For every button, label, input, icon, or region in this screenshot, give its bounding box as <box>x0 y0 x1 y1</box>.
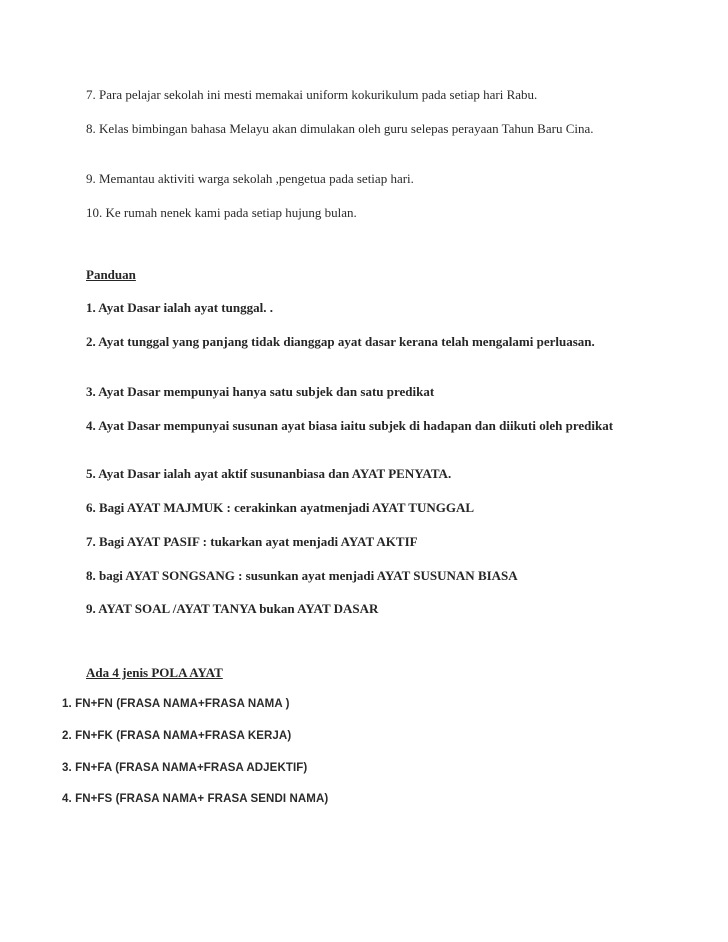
pola-item-1: 1. FN+FN (FRASA NAMA+FRASA NAMA ) <box>62 698 290 710</box>
panduan-heading: Panduan <box>86 267 136 282</box>
panduan-item-1: 1. Ayat Dasar ialah ayat tunggal. . <box>86 300 273 315</box>
sentence-8: 8. Kelas bimbingan bahasa Melayu akan dimulakan oleh guru selepas perayaan Tahun Baru Cina. <box>86 121 594 136</box>
panduan-item-4: 4. Ayat Dasar mempunyai susunan ayat biasa iaitu subjek di hadapan dan diikuti oleh predikat <box>86 418 614 433</box>
panduan-item-6: 6. Bagi AYAT MAJMUK : cerakinkan ayatmenjadi AYAT TUNGGAL <box>86 500 475 515</box>
pola-item-2: 2. FN+FK (FRASA NAMA+FRASA KERJA) <box>62 730 292 742</box>
sentence-9: 9. Memantau aktiviti warga sekolah ,pengetua pada setiap hari. <box>86 171 414 186</box>
sentence-7: 7. Para pelajar sekolah ini mesti memakai uniform kokurikulum pada setiap hari Rabu. <box>86 87 538 102</box>
sentence-10: 10. Ke rumah nenek kami pada setiap hujung bulan. <box>86 205 357 220</box>
pola-heading: Ada 4 jenis POLA AYAT <box>86 665 223 680</box>
panduan-item-2: 2. Ayat tunggal yang panjang tidak dianggap ayat dasar kerana telah mengalami perluasan. <box>86 334 595 349</box>
panduan-item-3: 3. Ayat Dasar mempunyai hanya satu subjek dan satu predikat <box>86 384 435 399</box>
pola-item-4: 4. FN+FS (FRASA NAMA+ FRASA SENDI NAMA) <box>62 793 329 805</box>
panduan-item-7: 7. Bagi AYAT PASIF : tukarkan ayat menjadi AYAT AKTIF <box>86 534 418 549</box>
pola-item-3: 3. FN+FA (FRASA NAMA+FRASA ADJEKTIF) <box>62 762 308 774</box>
panduan-item-5: 5. Ayat Dasar ialah ayat aktif susunanbiasa dan AYAT PENYATA. <box>86 466 452 481</box>
panduan-item-9: 9. AYAT SOAL /AYAT TANYA bukan AYAT DASAR <box>86 601 379 616</box>
panduan-item-8: 8. bagi AYAT SONGSANG : susunkan ayat menjadi AYAT SUSUNAN BIASA <box>86 568 518 583</box>
